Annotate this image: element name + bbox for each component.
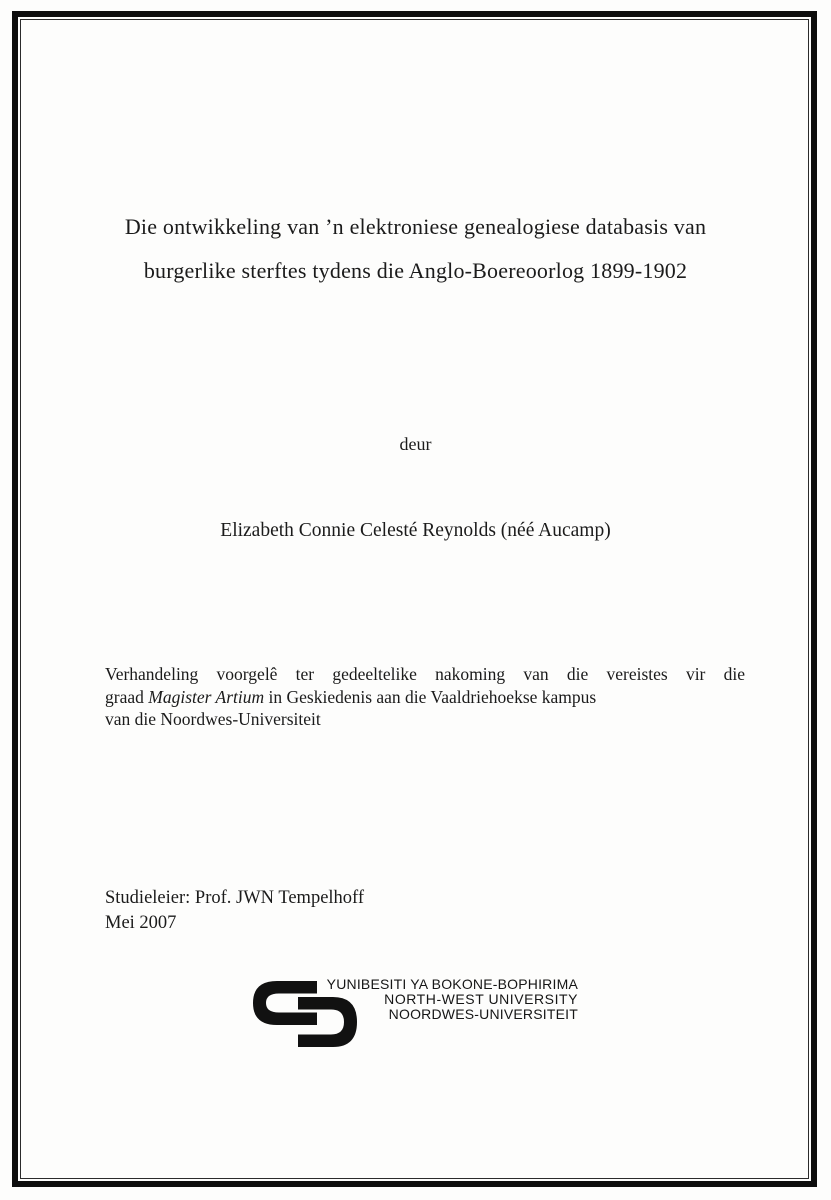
date-line: Mei 2007: [105, 913, 177, 933]
submission-statement: [105, 663, 745, 731]
author-name: Elizabeth Connie Celesté Reynolds (néé Aucamp): [220, 520, 611, 541]
thesis-title-line-2: burgerlike sterftes tydens die Anglo-Boereoorlog 1899-1902: [143, 258, 688, 283]
submission-line-2: [105, 686, 745, 709]
submission-line-3: van die Noordwes-Universiteit: [105, 709, 321, 729]
byline-label: deur: [399, 434, 432, 454]
submission-line-1: Verhandeling voorgelê ter gedeeltelike nakoming van die vereistes vir die: [105, 664, 745, 684]
degree-name: Magister Artium: [148, 686, 265, 707]
submission-line-2-prefix: graad: [105, 686, 149, 707]
university-logo-text: [316, 977, 578, 1021]
submission-line-2-suffix: in Geskiedenis aan die Vaaldriehoekse kampus: [264, 686, 597, 707]
logo-text-afrikaans: NOORDWES-UNIVERSITEIT: [388, 1005, 578, 1022]
logo-text-english: NORTH-WEST UNIVERSITY: [384, 990, 578, 1007]
thesis-title-line-1: Die ontwikkeling van ’n elektroniese genealogiese databasis van: [124, 214, 707, 239]
logo-text-setswana: YUNIBESITI YA BOKONE-BOPHIRIMA: [326, 976, 578, 992]
supervisor-line: Studieleier: Prof. JWN Tempelhoff: [105, 888, 365, 908]
